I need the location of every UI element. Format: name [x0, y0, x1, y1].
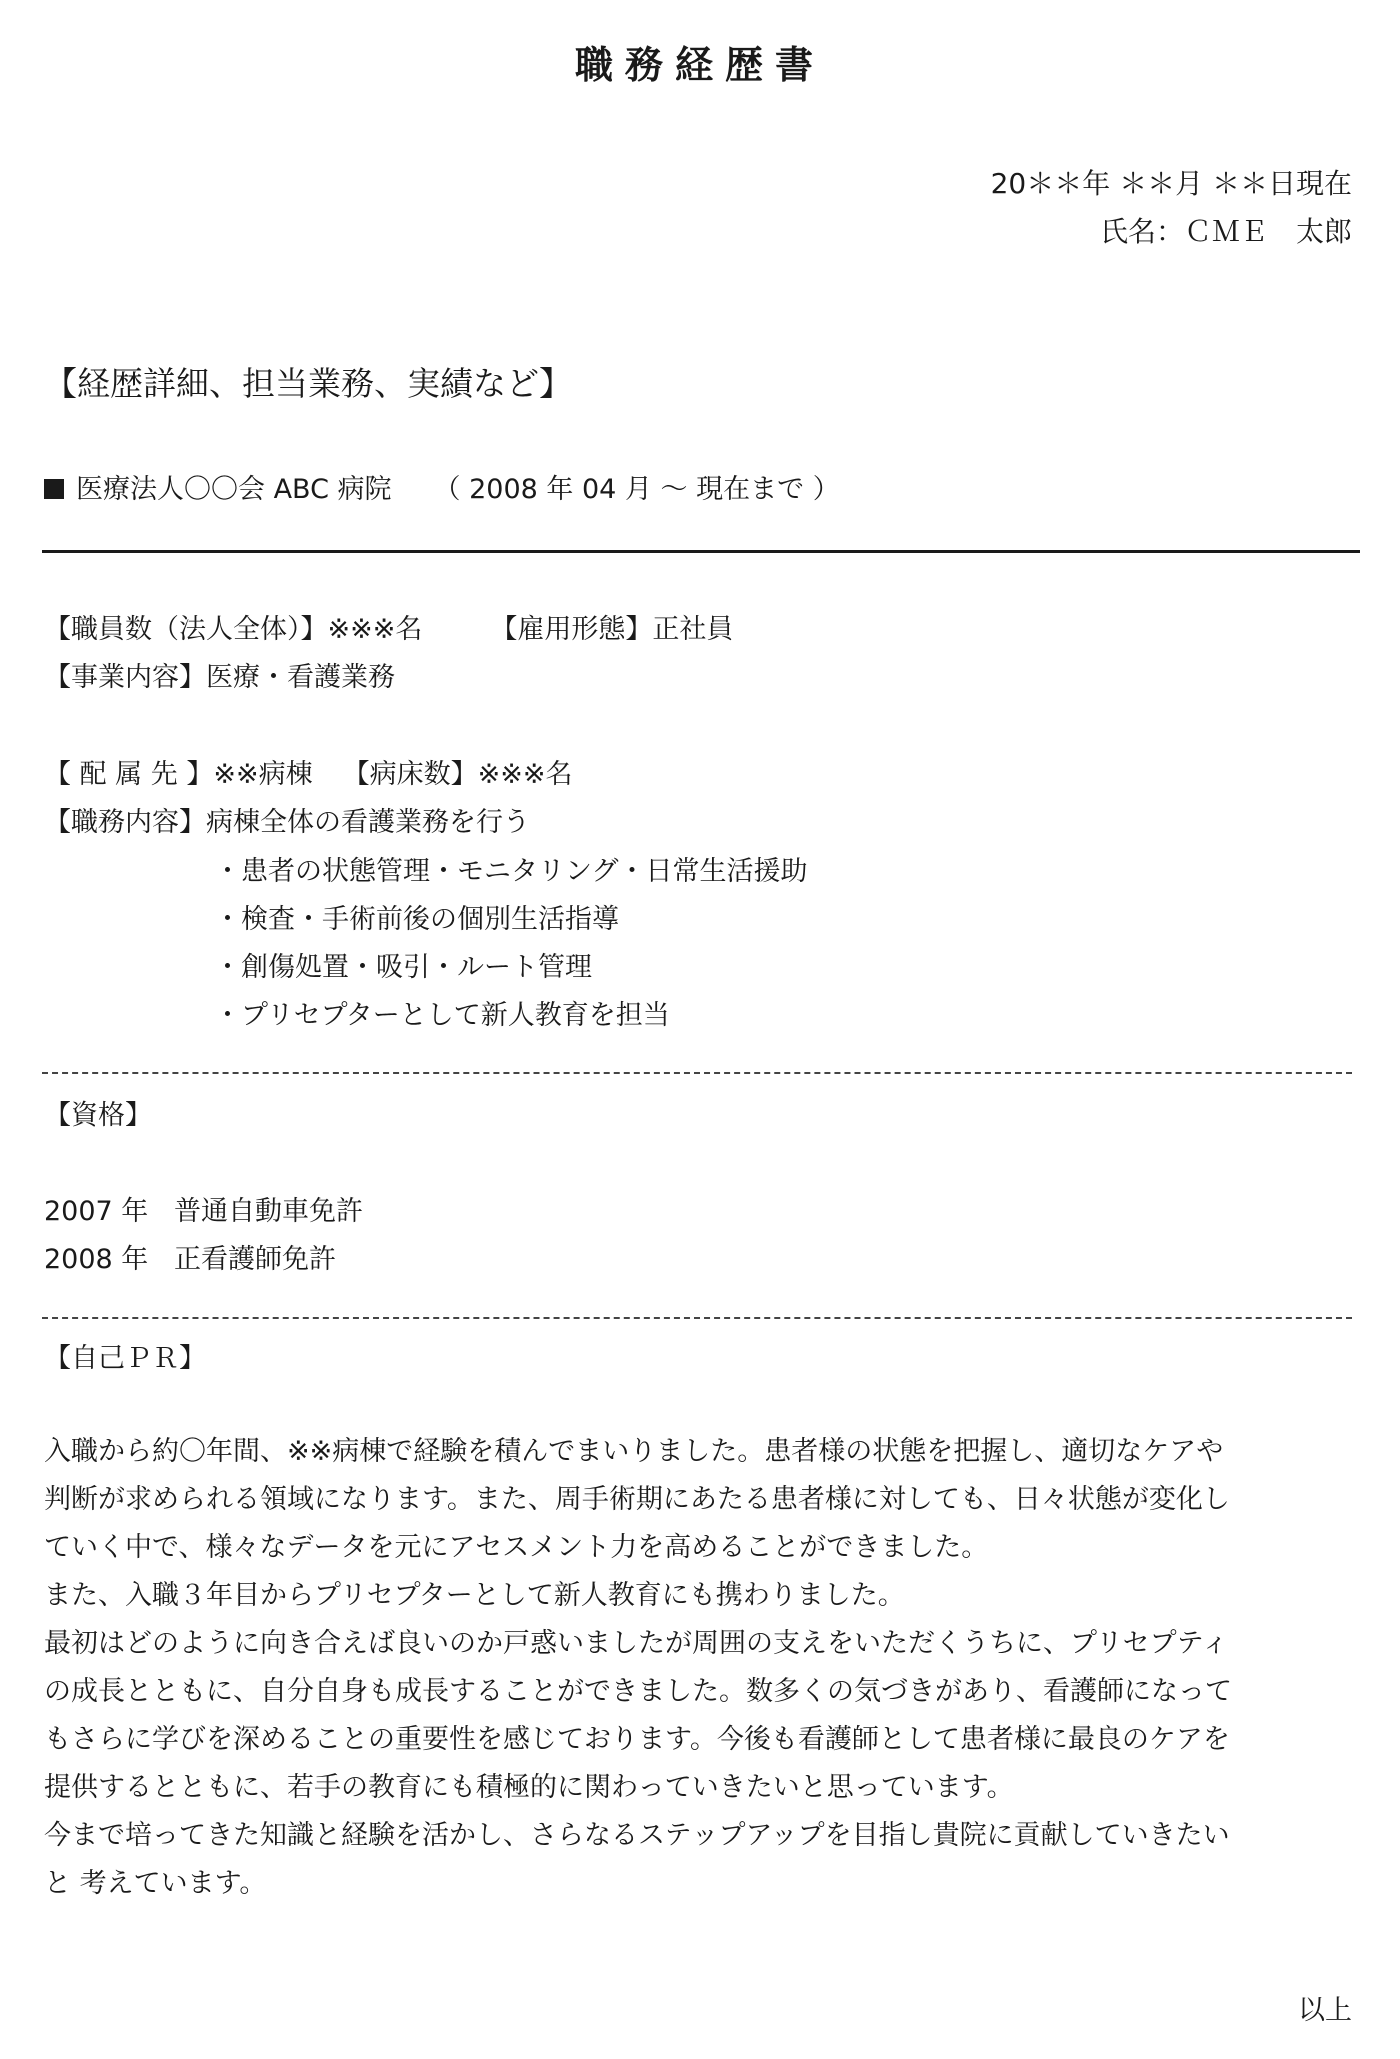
- staff-employment-row: [44, 612, 733, 648]
- career-details-heading: 【経歴詳細、担当業務、実績など】: [44, 364, 572, 403]
- duty-item: ・プリセプターとして新人教育を担当: [214, 1000, 670, 1031]
- department: 【 配 属 先 】※※病棟: [44, 759, 313, 790]
- section-divider: [42, 550, 1360, 553]
- applicant-name: 氏名：ＣＭＥ 太郎: [1099, 215, 1352, 248]
- dashed-divider: [42, 1072, 1352, 1074]
- employment-type: 【雇用形態】正社員: [490, 614, 734, 645]
- self-pr-line: もさらに学びを深めることの重要性を感じております。今後も看護師として患者様に最良のケアを: [44, 1724, 1230, 1755]
- duty-item: ・検査・手術前後の個別生活指導: [214, 904, 619, 935]
- duty-item: ・患者の状態管理・モニタリング・日常生活援助: [214, 856, 808, 887]
- self-pr-body: [44, 1428, 1364, 1908]
- self-pr-line: 判断が求められる領域になります。また、周手術期にあたる患者様に対しても、日々状態が変化し: [44, 1484, 1230, 1515]
- staff-count: 【職員数（法人全体）】※※※名: [44, 614, 423, 645]
- self-pr-line: 提供するとともに、若手の教育にも積極的に関わっていきたいと思っています。: [44, 1772, 1014, 1803]
- self-pr-line: また、入職３年目からプリセプターとして新人教育にも携わりました。: [44, 1580, 905, 1611]
- employment-period: （ 2008 年 04 月 ～ 現在まで ）: [433, 474, 840, 505]
- duties-label: 【職務内容】病棟全体の看護業務を行う: [44, 807, 530, 838]
- square-bullet-icon: [44, 479, 64, 499]
- self-pr-line: と 考えています。: [44, 1868, 267, 1899]
- duty-item: ・創傷処置・吸引・ルート管理: [214, 952, 592, 983]
- qualification-item: [44, 1242, 336, 1278]
- document-date: 20＊＊年 ＊＊月 ＊＊日現在: [990, 167, 1352, 200]
- business-content: 【事業内容】医療・看護業務: [44, 662, 395, 693]
- self-pr-line: ていく中で、様々なデータを元にアセスメント力を高めることができました。: [44, 1532, 989, 1563]
- qualification-name: 正看護師免許: [174, 1244, 336, 1275]
- dashed-divider: [42, 1317, 1352, 1319]
- self-pr-line: の成長とともに、自分自身も成長することができました。数多くの気づきがあり、看護師になって: [44, 1676, 1232, 1707]
- qualification-year: 2008 年: [44, 1244, 149, 1275]
- qualification-name: 普通自動車免許: [174, 1196, 363, 1227]
- company-line: [44, 467, 840, 506]
- qualifications-heading: 【資格】: [44, 1100, 152, 1131]
- closing-remark: 以上: [1298, 1995, 1352, 2026]
- company-name: 医療法人〇〇会 ABC 病院: [76, 474, 392, 505]
- department-row: [44, 757, 572, 793]
- self-pr-line: 今まで培ってきた知識と経験を活かし、さらなるステップアップを目指し貴院に貢献していきたい: [44, 1820, 1230, 1851]
- self-pr-line: 最初はどのように向き合えば良いのか戸惑いましたが周囲の支えをいただくうちに、プリセプティ: [44, 1628, 1229, 1659]
- self-pr-line: 入職から約〇年間、※※病棟で経験を積んでまいりました。患者様の状態を把握し、適切なケアや: [44, 1436, 1224, 1467]
- self-pr-heading: 【自己ＰＲ】: [44, 1343, 206, 1374]
- qualification-year: 2007 年: [44, 1196, 149, 1227]
- bed-count: 【病床数】※※※名: [342, 759, 573, 790]
- qualification-item: [44, 1194, 363, 1230]
- document-title: 職務経歴書: [574, 43, 825, 87]
